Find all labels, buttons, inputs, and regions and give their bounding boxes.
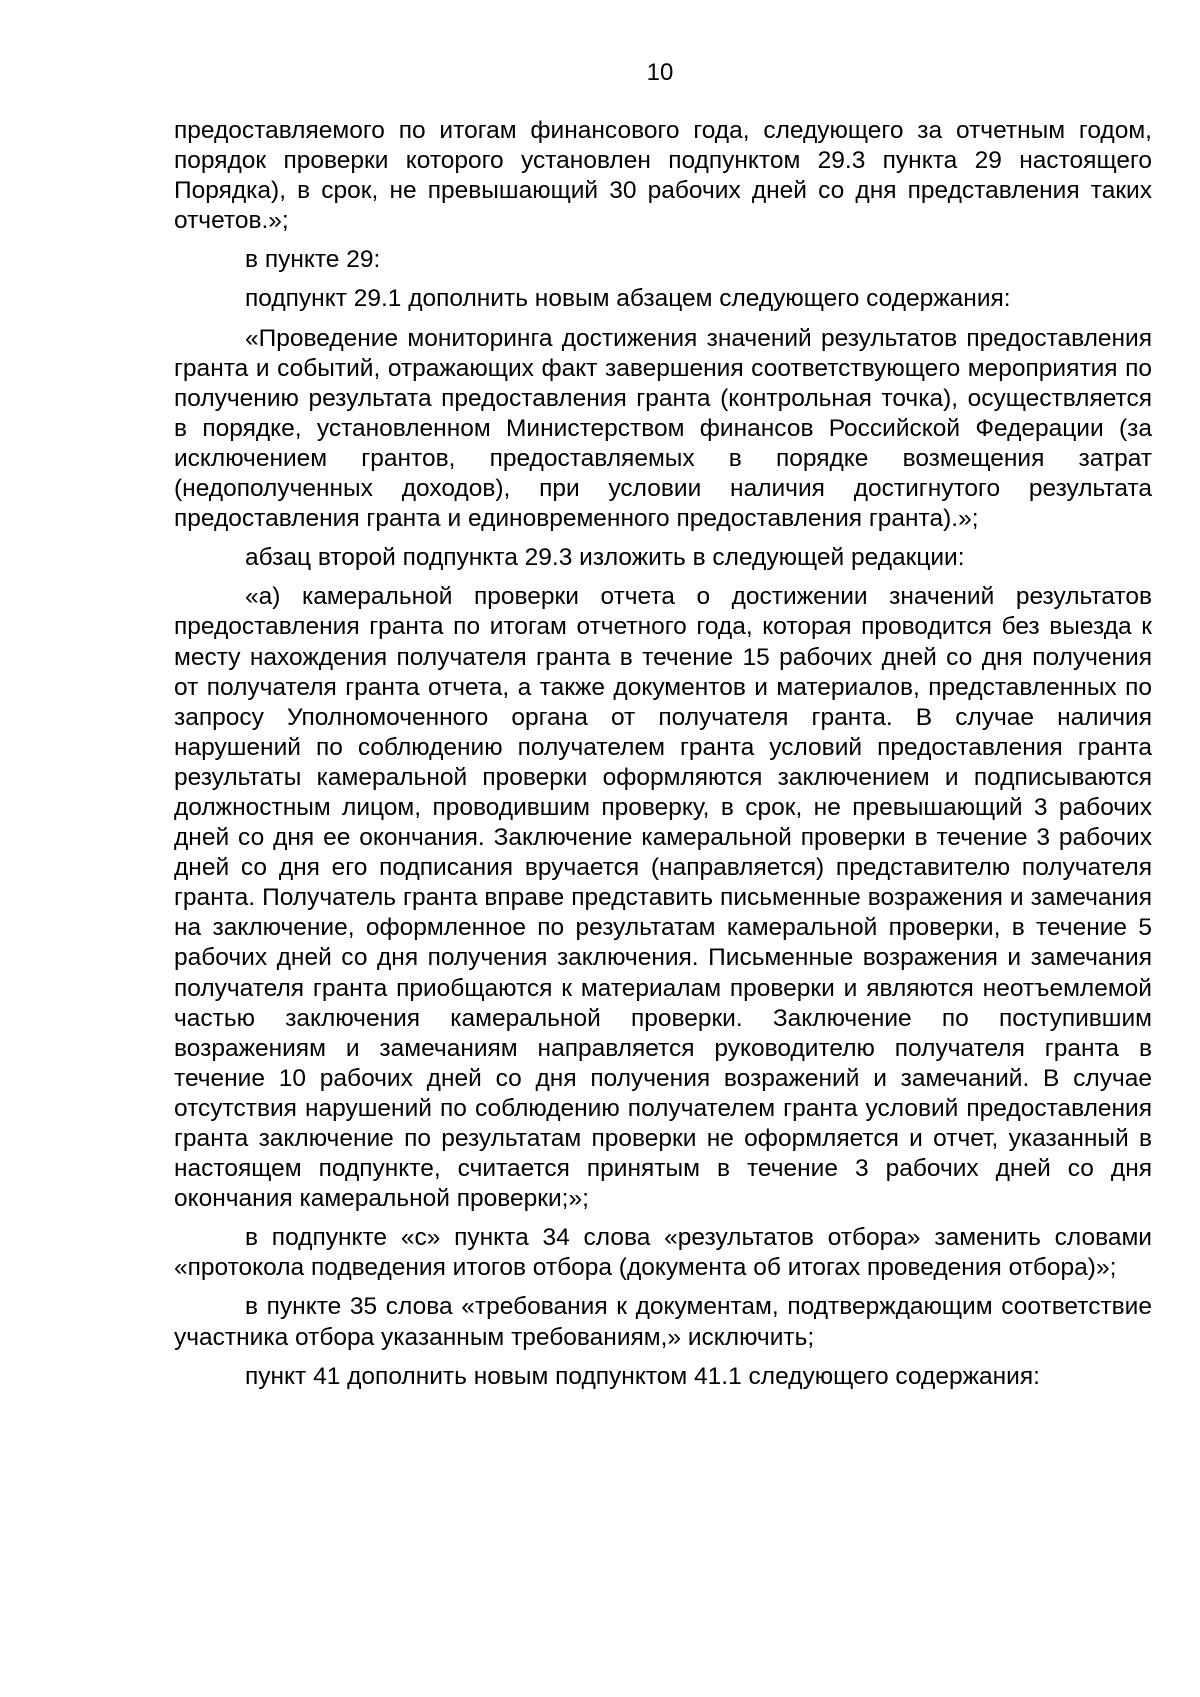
paragraph-continuation: предоставляемого по итогам финансового года, следующего за отчетным годом, порядок проверки которого установлен подпунктом 29.3 пункта 29 настоящего Порядка), в срок, не превышающий 30 рабочих дней со дня представления таких отчетов.»; (174, 117, 1152, 235)
paragraph-monitoring: «Проведение мониторинга достижения значений результатов предоставления гранта и событий, отражающих факт завершения соответствующего мероприятия по получению результата предоставления гранта (контрольная точка), осуществляется в порядке, установленном Министерством финансов Российской Федерации (за исключением грантов, предоставляемых в порядке возмещения затрат (недополученных доходов), при условии наличия достигнутого результата предоставления гранта и единовременного предоставления гранта).»; (174, 324, 1152, 533)
page-number: 10 (646, 59, 674, 86)
paragraph-point-29: в пункте 29: (245, 246, 381, 274)
document-body (174, 116, 1152, 1392)
paragraph-desk-audit: «а) камеральной проверки отчета о достижении значений результатов предоставления гранта по итогам отчетного года, которая проводится без выезда к месту нахождения получателя гранта в течение 15 рабочих дней со дня получения от получателя гранта отчета, а также документов и материалов, представленных по запросу Уполномоченного органа от получателя гранта. В случае наличия нарушений по соблюдению получателем гранта условий предоставления гранта результаты камеральной проверки оформляются заключением и подписываются должностным лицом, проводившим проверку, в срок, не превышающий 3 рабочих дней со дня ее окончания. Заключение камеральной проверки в течение 3 рабочих дней со дня его подписания вручается (направляется) представителю получателя гранта. Получатель гранта вправе представить письменные возражения и замечания на заключение, оформленное по результатам камеральной проверки, в течение 5 рабочих дней со дня получения заключения. Письменные возражения и замечания получателя гранта приобщаются к материалам проверки и являются неотъемлемой частью заключения камеральной проверки. Заключение по поступившим возражениям и замечаниям направляется руководителю получателя гранта в течение 10 рабочих дней со дня получения возражений и замечаний. В случае отсутствия нарушений по соблюдению получателем гранта условий предоставления гранта заключение по результатам проверки не оформляется и отчет, указанный в настоящем подпункте, считается принятым в течение 3 рабочих дней со дня окончания камеральной проверки;»; (174, 583, 1152, 1213)
paragraph-point-35: в пункте 35 слова «требования к документам, подтверждающим соответствие участника отбора указанным требованиям,» исключить; (174, 1293, 1152, 1351)
paragraph-point-41: пункт 41 дополнить новым подпунктом 41.1 следующего содержания: (245, 1362, 1040, 1390)
paragraph-point-34: в подпункте «с» пункта 34 слова «результатов отбора» заменить словами «протокола подведения итогов отбора (документа об итогах проведения отбора)»; (174, 1224, 1152, 1282)
paragraph-subpoint-29-1: подпункт 29.1 дополнить новым абзацем следующего содержания: (245, 285, 1011, 313)
paragraph-subpoint-29-3: абзац второй подпункта 29.3 изложить в следующей редакции: (245, 544, 965, 572)
